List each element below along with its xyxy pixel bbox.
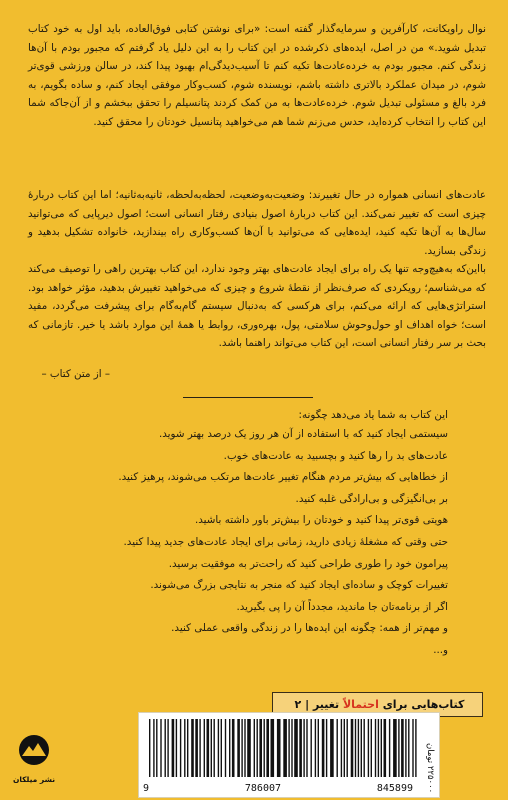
barcode-bar — [232, 719, 235, 777]
barcode-bar — [207, 719, 210, 777]
barcode-bar — [254, 719, 255, 777]
barcode-bar — [405, 719, 406, 777]
barcode-bar — [368, 719, 369, 777]
barcode-bar — [294, 719, 298, 777]
list-item: تغییرات کوچک و ساده‌ای ایجاد کنید که منجر به نتایجی بزرگ می‌شوند. — [150, 579, 448, 592]
barcode-bar — [291, 719, 292, 777]
barcode-bar — [355, 719, 356, 777]
barcode-bar — [237, 719, 240, 777]
barcode-bar — [247, 719, 251, 777]
list-item: هویتی قوی‌تر پیدا کنید و خودتان را بیش‌تر باور داشته باشید. — [195, 514, 448, 527]
barcode-bar — [311, 719, 312, 777]
barcode-bar — [412, 719, 413, 777]
barcode-digit-group: 786007 — [244, 783, 282, 794]
list-item: پیرامون خود را طوری طراحی کنید که راحت‌تر به موفقیت برسید. — [168, 557, 448, 570]
barcode-bar — [214, 719, 215, 777]
barcode-bar — [389, 719, 390, 777]
barcode-bar — [341, 719, 342, 777]
series-prefix: کتاب‌هایی برای — [382, 698, 465, 711]
list-heading: این کتاب به شما یاد می‌دهد چگونه: — [298, 409, 448, 421]
series-label: کتاب‌هایی برای احتمالاً تغییر | ۲ — [272, 692, 483, 717]
barcode-bar — [225, 719, 226, 777]
barcode-bar — [176, 719, 177, 777]
barcode-bar — [299, 719, 302, 777]
barcode-bar — [358, 719, 359, 777]
barcode-bar — [191, 719, 194, 777]
barcode-bar — [306, 719, 307, 777]
barcode-bar — [259, 719, 262, 777]
barcode-bar — [199, 719, 200, 777]
barcode-digits — [143, 783, 413, 794]
barcode-bar — [326, 719, 327, 777]
list-item: عادت‌های بد را رها کنید و بچسبید به عادت‌های خوب. — [223, 449, 448, 462]
source-note: – از متن کتاب – — [41, 368, 110, 380]
barcode-bar — [315, 719, 316, 777]
barcode-bar — [172, 719, 175, 777]
barcode-bar — [153, 719, 154, 777]
barcode-bar — [351, 719, 354, 777]
barcode-bar — [229, 719, 230, 777]
barcode-bar — [271, 719, 275, 777]
barcode-bar — [408, 719, 409, 777]
list-item: اگر از برنامه‌تان جا ماندید، مجدداً آن را پی بگیرید. — [236, 600, 448, 613]
list-item: از خطاهایی که بیش‌تر مردم هنگام تغییر عادت‌ها مرتکب می‌شوند، پرهیز کنید. — [118, 471, 448, 484]
benefits-list — [118, 424, 448, 662]
barcode-bar — [337, 719, 338, 777]
barcode-digit-group: 9 — [143, 783, 150, 794]
list-item: و... — [433, 643, 448, 656]
barcode-bar — [318, 719, 319, 777]
barcode-bar — [288, 719, 289, 777]
barcode-bar — [378, 719, 379, 777]
barcode-bar — [398, 719, 399, 777]
barcode-bar — [381, 719, 382, 777]
barcode-bars — [147, 719, 423, 777]
barcode-bar — [401, 719, 404, 777]
barcode-bar — [180, 719, 181, 777]
barcode-bar — [264, 719, 265, 777]
mountain-logo-icon — [12, 734, 56, 790]
barcode-bar — [364, 719, 365, 777]
barcode-bar — [165, 719, 166, 777]
barcode-bar — [211, 719, 212, 777]
list-item: حتی وقتی که مشغلهٔ زیادی دارید، زمانی برای ایجاد عادت‌های جدید پیدا کنید. — [123, 535, 448, 548]
barcode-bar — [221, 719, 222, 777]
barcode-bar — [303, 719, 304, 777]
description-paragraph: نوال راویکانت، کارآفرین و سرمایه‌گذار گفته است: «برای نوشتن کتابی فوق‌العاده، باید اول به خود کتاب تبدیل شوید.» من در اصل، ایده‌های ذکرشده در این کتاب را به این دلیل یاد گرفتم که مجبور بودم با آن‌ها زندگی کنم. مجبور بودم به خرده‌عادت‌ها تکیه کنم تا آسیب‌دیدگی‌ام بهبود پیدا کند، در سالن ورزشی قوی‌تر شوم، در میدان عملکرد بالاتری داشته باشم، نویسنده شوم، کسب‌وکار موفقی ایجاد کنم، و ساده بگویم، به فرد بالغ و مسئولی تبدیل شوم. خرده‌عادت‌ها به من کمک کردند پتانسیلم را تحقق ببخشم و از آن‌جاکه شما این کتاب را انتخاب کرده‌اید، حدس می‌زنم شما هم می‌خواهید پتانسیل خودتان را محقق کنید. — [28, 23, 486, 128]
barcode-bar — [393, 719, 397, 777]
barcode-bar — [347, 719, 348, 777]
barcode-digit-group: 845899 — [376, 783, 413, 794]
list-item: سیستمی ایجاد کنید که با استفاده از آن هر روز یک درصد بهتر شوید. — [158, 428, 448, 440]
barcode-bar — [195, 719, 198, 777]
barcode-bar — [218, 719, 219, 777]
barcode-bar — [187, 719, 188, 777]
barcode-bar — [283, 719, 287, 777]
barcode-bar — [160, 719, 161, 777]
series-suffix: تغییر — [312, 698, 340, 711]
barcode-bar — [344, 719, 345, 777]
list-item: بر بی‌انگیزگی و بی‌ارادگی غلبه کنید. — [295, 492, 448, 505]
series-highlight: احتمالاً — [342, 698, 379, 711]
barcode-bar — [277, 719, 281, 777]
barcode-bar — [244, 719, 245, 777]
barcode-bar — [204, 719, 205, 777]
barcode-bar — [266, 719, 269, 777]
barcode-bar — [241, 719, 242, 777]
barcode-bar — [371, 719, 372, 777]
barcode-bar — [257, 719, 258, 777]
barcode-bar — [375, 719, 376, 777]
barcode-bar — [330, 719, 334, 777]
divider — [183, 397, 313, 398]
description-paragraph: بااین‌که به‌هیچ‌وجه تنها یک راه برای ایجاد عادت‌های بهتر وجود ندارد، این کتاب بهترین راهی را توصیف می‌کند که می‌شناسم؛ رویکردی که صرف‌نظر از نقطهٔ شروع و چیزی که می‌خواهید تغییرش بدهید، مؤثر خواهد بود. استراتژی‌هایی که ارائه می‌کنم، برای هرکسی که به‌دنبال سیستم گام‌به‌گام برای پیشرفت می‌گردد، مفید است؛ خواه اهداف او حول‌وحوش سلامتی، پول، بهره‌وری، روابط یا همهٔ این موارد باشد یا خیر. تازمانی که بحث بر سر رفتار انسانی است، این کتاب می‌تواند راهنما باشد. — [28, 263, 486, 350]
barcode-bar — [156, 719, 157, 777]
description-paragraph: عادت‌های انسانی همواره در حال تغییرند: وضعیت‌به‌وضعیت، لحظه‌به‌لحظه، ثانیه‌به‌ثانیه؛ اما این کتاب دربارهٔ چیزی است که تغییر نمی‌کند. این کتاب دربارهٔ اصول بنیادی رفتار انسانی است؛ اصول دیرپایی که می‌توانید سال‌ها به آن‌ها تکیه کنید، ایده‌هایی که می‌توانید با آن‌ها کسب‌وکاری راه بیندازید، خانواده تشکیل بدهید و زندگی بسازید. — [28, 189, 486, 257]
publisher-name: نشر میلکان — [12, 775, 56, 784]
barcode-bar — [149, 719, 150, 777]
barcode-bar — [384, 719, 387, 777]
list-item: و مهم‌تر از همه: چگونه این ایده‌ها را در زندگی واقعی عملی کنید. — [171, 622, 448, 635]
barcode-bar — [184, 719, 185, 777]
barcode-bar — [167, 719, 168, 777]
series-number: ۲ — [294, 698, 302, 711]
barcode — [138, 712, 440, 798]
barcode-bar — [415, 719, 416, 777]
barcode-bar — [322, 719, 325, 777]
price-label: ۲۲۵۰۰۰ تومان — [425, 742, 435, 793]
barcode-bar — [361, 719, 362, 777]
